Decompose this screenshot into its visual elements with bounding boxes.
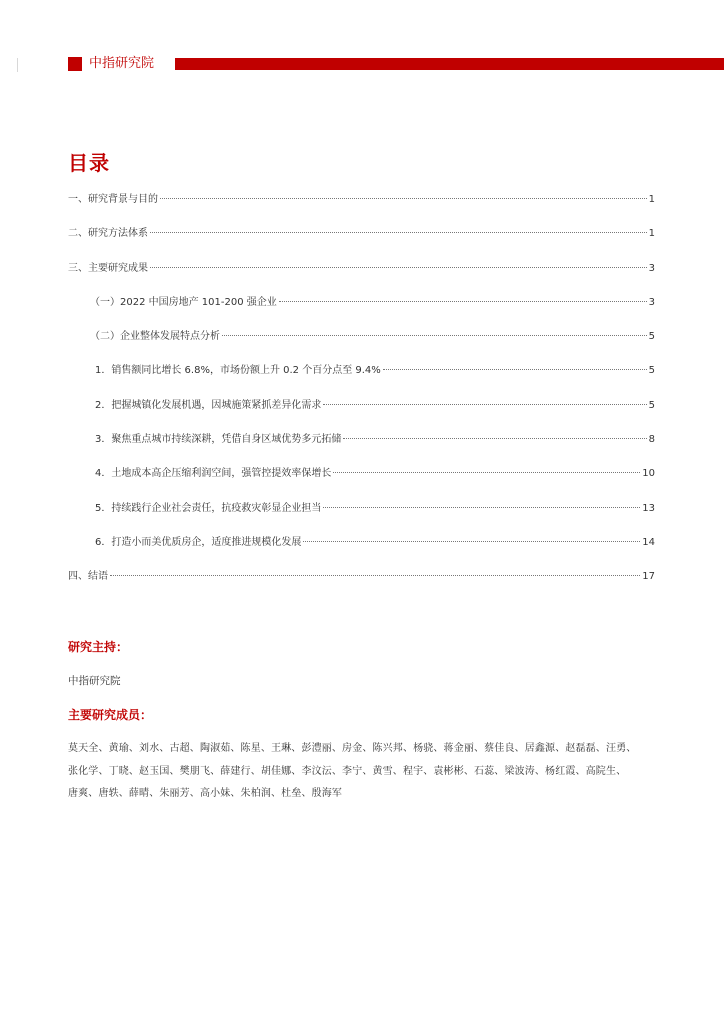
toc-entry-title: 四、结语 bbox=[68, 571, 108, 583]
toc-entry-page: 5 bbox=[648, 365, 655, 377]
toc-entry-page: 5 bbox=[648, 399, 655, 411]
toc-entry-page: 1 bbox=[648, 194, 655, 205]
toc-entry[interactable] bbox=[68, 500, 655, 534]
page-edge-mark bbox=[17, 58, 18, 72]
members-list bbox=[68, 738, 658, 806]
toc-entry-title: 5．持续践行企业社会责任，抗疫救灾彰显企业担当 bbox=[95, 502, 322, 514]
toc-entry-title: （二）企业整体发展特点分析 bbox=[90, 331, 220, 343]
toc-leader bbox=[110, 575, 640, 576]
toc-leader bbox=[383, 369, 647, 370]
brand-square-icon bbox=[68, 57, 82, 71]
toc-leader bbox=[150, 232, 647, 233]
toc-leader bbox=[343, 438, 646, 439]
header-bar bbox=[175, 58, 724, 70]
toc-leader bbox=[333, 472, 640, 473]
toc-entry-page: 1 bbox=[648, 228, 655, 240]
toc-entry[interactable] bbox=[68, 260, 655, 294]
toc-entry[interactable] bbox=[68, 225, 655, 259]
toc-entry[interactable] bbox=[68, 362, 655, 396]
toc-entry-title: 一、研究背景与目的 bbox=[68, 194, 158, 205]
toc-entry-title: 6．打造小而美优质房企，适度推进规模化发展 bbox=[95, 536, 302, 548]
toc-entry[interactable] bbox=[68, 294, 655, 328]
toc-entry[interactable] bbox=[68, 328, 655, 362]
toc-entry-title: 3．聚焦重点城市持续深耕，凭借自身区域优势多元拓储 bbox=[95, 434, 342, 446]
toc-entry-page: 3 bbox=[648, 296, 655, 308]
toc-entry[interactable] bbox=[68, 431, 655, 465]
members-line: 莫天全、黄瑜、刘水、古超、陶淑茹、陈星、王琳、彭澧丽、房金、陈兴邦、杨骁、蒋金丽、蔡佳良、居鑫源、赵磊磊、汪勇、 bbox=[68, 743, 637, 754]
toc-entry-page: 17 bbox=[642, 571, 655, 583]
toc-leader bbox=[160, 198, 647, 199]
toc-leader bbox=[303, 541, 640, 542]
toc-entry[interactable] bbox=[68, 397, 655, 431]
toc-entry[interactable] bbox=[68, 191, 655, 225]
host-label: 研究主持： bbox=[68, 640, 129, 654]
toc-leader bbox=[279, 301, 647, 302]
toc-entry-page: 10 bbox=[642, 468, 655, 480]
toc-title: 目录 bbox=[68, 151, 110, 175]
toc-entry-page: 3 bbox=[648, 262, 655, 274]
toc-entry[interactable] bbox=[68, 465, 655, 499]
toc-entry-title: 三、主要研究成果 bbox=[68, 262, 148, 274]
toc-leader bbox=[150, 267, 647, 268]
host-name: 中指研究院 bbox=[68, 675, 121, 687]
toc-entry-page: 8 bbox=[648, 434, 655, 446]
toc-entry-page: 5 bbox=[648, 331, 655, 343]
table-of-contents bbox=[68, 191, 655, 603]
toc-leader bbox=[323, 507, 640, 508]
toc-entry-title: 2．把握城镇化发展机遇，因城施策紧抓差异化需求 bbox=[95, 399, 322, 411]
toc-entry[interactable] bbox=[68, 568, 655, 602]
toc-leader bbox=[222, 335, 647, 336]
members-line: 张化学、丁晓、赵玉国、樊朋飞、薛建行、胡佳娜、李汶沄、李宁、黄雪、程宇、袁彬彬、石蕊、梁波涛、杨红霞、高院生、 bbox=[68, 765, 627, 777]
members-line: 唐爽、唐轶、薛晴、朱丽芳、高小妹、朱柏润、杜垒、殷海军 bbox=[68, 788, 343, 799]
toc-leader bbox=[323, 404, 646, 405]
toc-entry-title: 1．销售额同比增长 6.8%，市场份额上升 0.2 个百分点至 9.4% bbox=[95, 365, 381, 377]
members-label: 主要研究成员： bbox=[68, 708, 153, 722]
toc-entry-page: 13 bbox=[642, 502, 655, 514]
toc-entry-title: （一）2022 中国房地产 101-200 强企业 bbox=[90, 296, 277, 308]
toc-entry[interactable] bbox=[68, 534, 655, 568]
toc-entry-title: 二、研究方法体系 bbox=[68, 228, 148, 240]
page-header bbox=[68, 55, 724, 73]
toc-entry-page: 14 bbox=[642, 536, 655, 548]
toc-entry-title: 4．土地成本高企压缩利润空间，强管控提效率保增长 bbox=[95, 468, 332, 480]
brand-name: 中指研究院 bbox=[89, 56, 155, 71]
